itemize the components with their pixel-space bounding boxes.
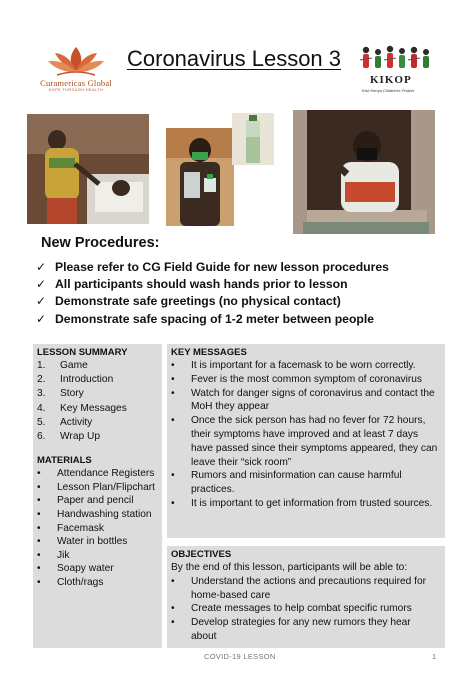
list-item [37, 416, 162, 430]
lotus-icon [45, 44, 107, 78]
check-icon: ✓ [36, 311, 47, 326]
handwashing-photo [166, 128, 234, 226]
objective-text: Create messages to help combat specific rumors [191, 603, 412, 615]
procedures-list [36, 259, 389, 328]
material-text: Jik [57, 549, 70, 561]
list-item [37, 467, 160, 481]
list-item [37, 508, 160, 522]
footer-label: COVID-19 LESSON [204, 652, 276, 661]
bullet-icon: • [37, 468, 41, 480]
objectives-heading: OBJECTIVES [171, 549, 232, 560]
window-greeting-photo [293, 110, 435, 234]
material-text: Facemask [57, 522, 104, 534]
lesson-summary-heading: LESSON SUMMARY [37, 347, 128, 358]
check-icon: ✓ [36, 294, 47, 309]
list-item [36, 259, 389, 276]
list-item [36, 276, 389, 293]
objective-text: Develop strategies for any new rumors they hear about [191, 617, 411, 642]
bullet-icon: • [37, 563, 41, 575]
message-text: It is important to get information from trusted sources. [191, 497, 433, 509]
objectives-intro: By the end of this lesson, participants will be able to: [171, 562, 408, 573]
item-number: 6. [37, 431, 46, 443]
list-item [36, 293, 389, 310]
item-number: 1. [37, 360, 46, 371]
item-number: 4. [37, 402, 46, 414]
item-label: Introduction [60, 374, 114, 386]
message-text: Once the sick person has had no fever for 72 hours, their symptoms have improved and at least 7 days have passed since their symptoms appeared, they can leave their “sick room” [191, 415, 438, 468]
photo-icon [166, 128, 234, 226]
list-item [37, 481, 160, 495]
list-item [37, 359, 162, 373]
objectives-list [167, 575, 445, 644]
list-item [36, 311, 389, 328]
material-text: Cloth/rags [57, 576, 104, 588]
materials-heading: MATERIALS [37, 455, 92, 467]
list-item [37, 576, 160, 590]
bullet-icon: • [37, 509, 41, 520]
kikop-logo [352, 44, 440, 96]
logo-tagline: HOPE THROUGH HEALTH [48, 88, 104, 92]
kikop-subtitle: Kisii Kenya Children's Project [362, 88, 415, 93]
list-item [171, 602, 439, 616]
materials-list [33, 467, 162, 589]
photo-icon [27, 114, 149, 224]
bullet-icon: • [37, 481, 41, 493]
bullet-icon: • [171, 575, 175, 587]
message-text: Rumors and misinformation can cause harmful practices. [191, 470, 402, 496]
list-item [37, 522, 160, 536]
bullet-icon: • [171, 497, 175, 509]
check-icon: ✓ [36, 277, 47, 292]
item-label: Wrap Up [60, 431, 101, 443]
material-text: Handwashing station [57, 509, 152, 520]
list-item [37, 535, 160, 549]
item-label: Game [60, 360, 88, 371]
key-messages-list [167, 359, 445, 511]
list-item [37, 549, 160, 563]
new-procedures-heading: New Procedures: [41, 235, 160, 251]
list-item [37, 562, 160, 576]
page-number: 1 [432, 652, 437, 661]
kikop-name: KIKOP [370, 74, 412, 86]
list-item [171, 373, 439, 387]
procedure-text: Demonstrate safe spacing of 1-2 meter between people [55, 311, 374, 326]
list-item [37, 430, 162, 444]
photo-icon [293, 110, 435, 234]
key-messages-panel [167, 344, 445, 538]
procedure-text: All participants should wash hands prior to lesson [55, 277, 348, 292]
bullet-icon: • [37, 495, 41, 507]
list-item [171, 387, 439, 415]
list-item [171, 497, 439, 511]
bullet-icon: • [37, 522, 41, 534]
list-item [171, 469, 439, 497]
material-text: Soapy water [57, 563, 114, 575]
bullet-icon: • [37, 576, 41, 588]
objective-text: Understand the actions and precautions required for home-based care [191, 575, 427, 601]
bullet-icon: • [171, 387, 175, 399]
key-messages-heading: KEY MESSAGES [171, 347, 247, 358]
item-label: Activity [60, 416, 93, 428]
list-item [37, 387, 162, 401]
soap-bottle-photo [232, 113, 274, 165]
kids-group-icon [352, 44, 440, 76]
photo-icon [232, 113, 274, 165]
message-text: Watch for danger signs of coronavirus and contact the MoH they appear [191, 387, 435, 413]
procedure-text: Please refer to CG Field Guide for new lesson procedures [55, 260, 389, 274]
list-item [37, 373, 162, 387]
curamericas-logo [36, 44, 116, 98]
material-text: Water in bottles [57, 536, 128, 548]
logo-org-name: Curamericas Global [40, 78, 112, 88]
bullet-icon: • [171, 415, 175, 427]
list-item [171, 616, 439, 644]
check-icon: ✓ [36, 260, 47, 274]
objectives-panel [167, 546, 445, 648]
list-item [37, 402, 162, 416]
item-number: 5. [37, 416, 46, 428]
message-text: It is important for a facemask to be worn correctly. [191, 360, 416, 371]
caregiver-photo [27, 114, 149, 224]
list-item [171, 359, 439, 373]
page-title: Coronavirus Lesson 3 [127, 46, 342, 71]
bullet-icon: • [171, 603, 175, 615]
list-item [171, 575, 439, 603]
list-item [37, 494, 160, 508]
bullet-icon: • [171, 617, 175, 629]
procedure-text: Demonstrate safe greetings (no physical contact) [55, 294, 341, 309]
bullet-icon: • [171, 373, 175, 385]
material-text: Attendance Registers [57, 468, 155, 480]
item-number: 2. [37, 374, 46, 386]
message-text: Fever is the most common symptom of coronavirus [191, 373, 422, 385]
item-number: 3. [37, 388, 46, 400]
item-label: Story [60, 388, 84, 400]
bullet-icon: • [37, 549, 41, 561]
material-text: Lesson Plan/Flipchart [57, 481, 155, 493]
bullet-icon: • [171, 470, 175, 482]
lesson-summary-list [33, 359, 162, 444]
lesson-summary-panel [33, 344, 162, 648]
material-text: Paper and pencil [57, 495, 134, 507]
list-item [171, 414, 439, 469]
bullet-icon: • [37, 536, 41, 548]
item-label: Key Messages [60, 402, 127, 414]
bullet-icon: • [171, 360, 175, 371]
